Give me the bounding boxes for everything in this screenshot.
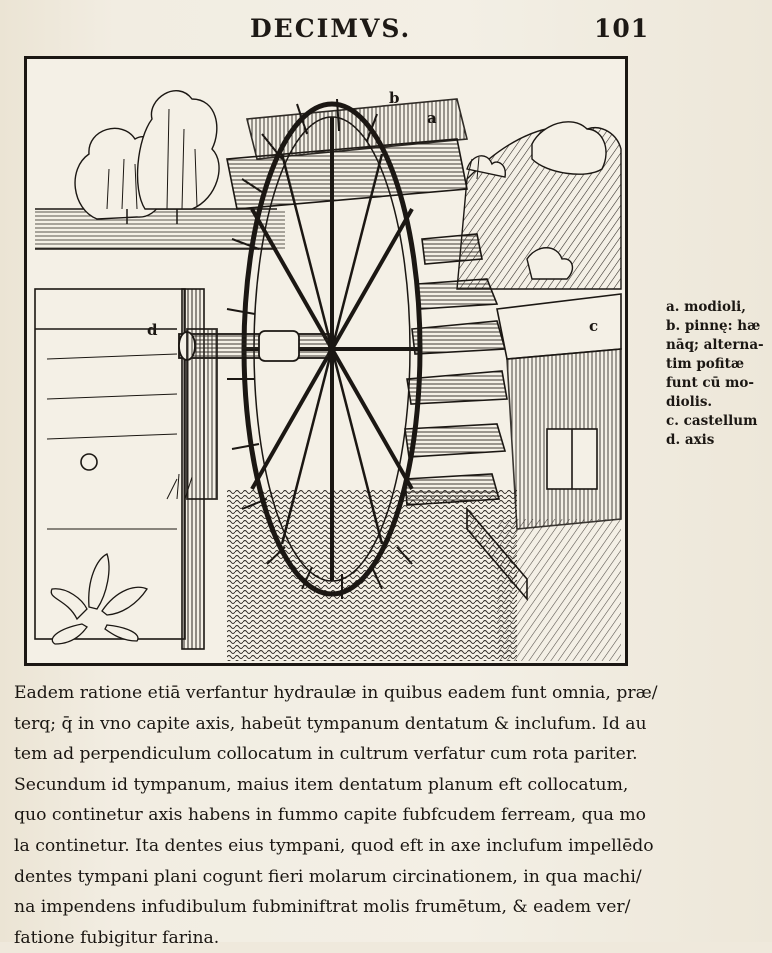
figure-label-b: b	[389, 89, 400, 107]
body-paragraph	[14, 678, 664, 953]
water-wheel-engraving	[27, 59, 625, 663]
gloss-line: a. modioli,	[666, 299, 746, 315]
gloss-line: tim pofitæ	[666, 356, 745, 372]
running-head: DECIMVS.	[250, 14, 412, 43]
text-line: na impendens infudibulum fubminiftrat molis frumētum, & eadem ver/	[14, 897, 631, 918]
gloss-line: b. pinnę: hæ	[666, 318, 761, 334]
figure-label-d: d	[147, 321, 158, 339]
text-line: Secundum id tympanum, maius item dentatum planum eft collocatum,	[14, 774, 629, 795]
woodcut-illustration	[24, 56, 628, 666]
text-line: fatione fubigitur farina.	[14, 927, 220, 948]
text-line: la continetur. Ita dentes eius tympani, quod eft in axe inclufum impellēdo	[14, 835, 654, 856]
trees	[75, 91, 219, 224]
hill	[457, 122, 621, 289]
figure-label-c: c	[589, 317, 599, 335]
text-line: Eadem ratione etiā verfantur hydraulæ in quibus eadem funt omnia, præ/	[14, 683, 658, 703]
gloss-line: funt cū mo-	[666, 375, 755, 391]
page-number: 101	[594, 14, 650, 43]
text-line: terq; q̄ in vno capite axis, habeūt tympanum dentatum & inclufum. Id au	[14, 713, 647, 734]
text-line: dentes tympani plani cogunt fieri molarum circinationem, in qua machi/	[14, 866, 642, 887]
gloss-line: d. axis	[666, 432, 715, 448]
text-line: quo continetur axis habens in fummo capite fubfcudem ferream, qua mo	[14, 805, 647, 826]
gloss-line: diolis.	[666, 394, 713, 410]
figure-label-a: a	[427, 109, 437, 127]
marginal-gloss	[666, 298, 770, 450]
gloss-line: c. castellum	[666, 413, 758, 429]
gloss-line: nāq; alterna-	[666, 337, 764, 353]
text-line: tem ad perpendiculum collocatum in cultrum verfatur cum rota pariter.	[14, 744, 638, 765]
